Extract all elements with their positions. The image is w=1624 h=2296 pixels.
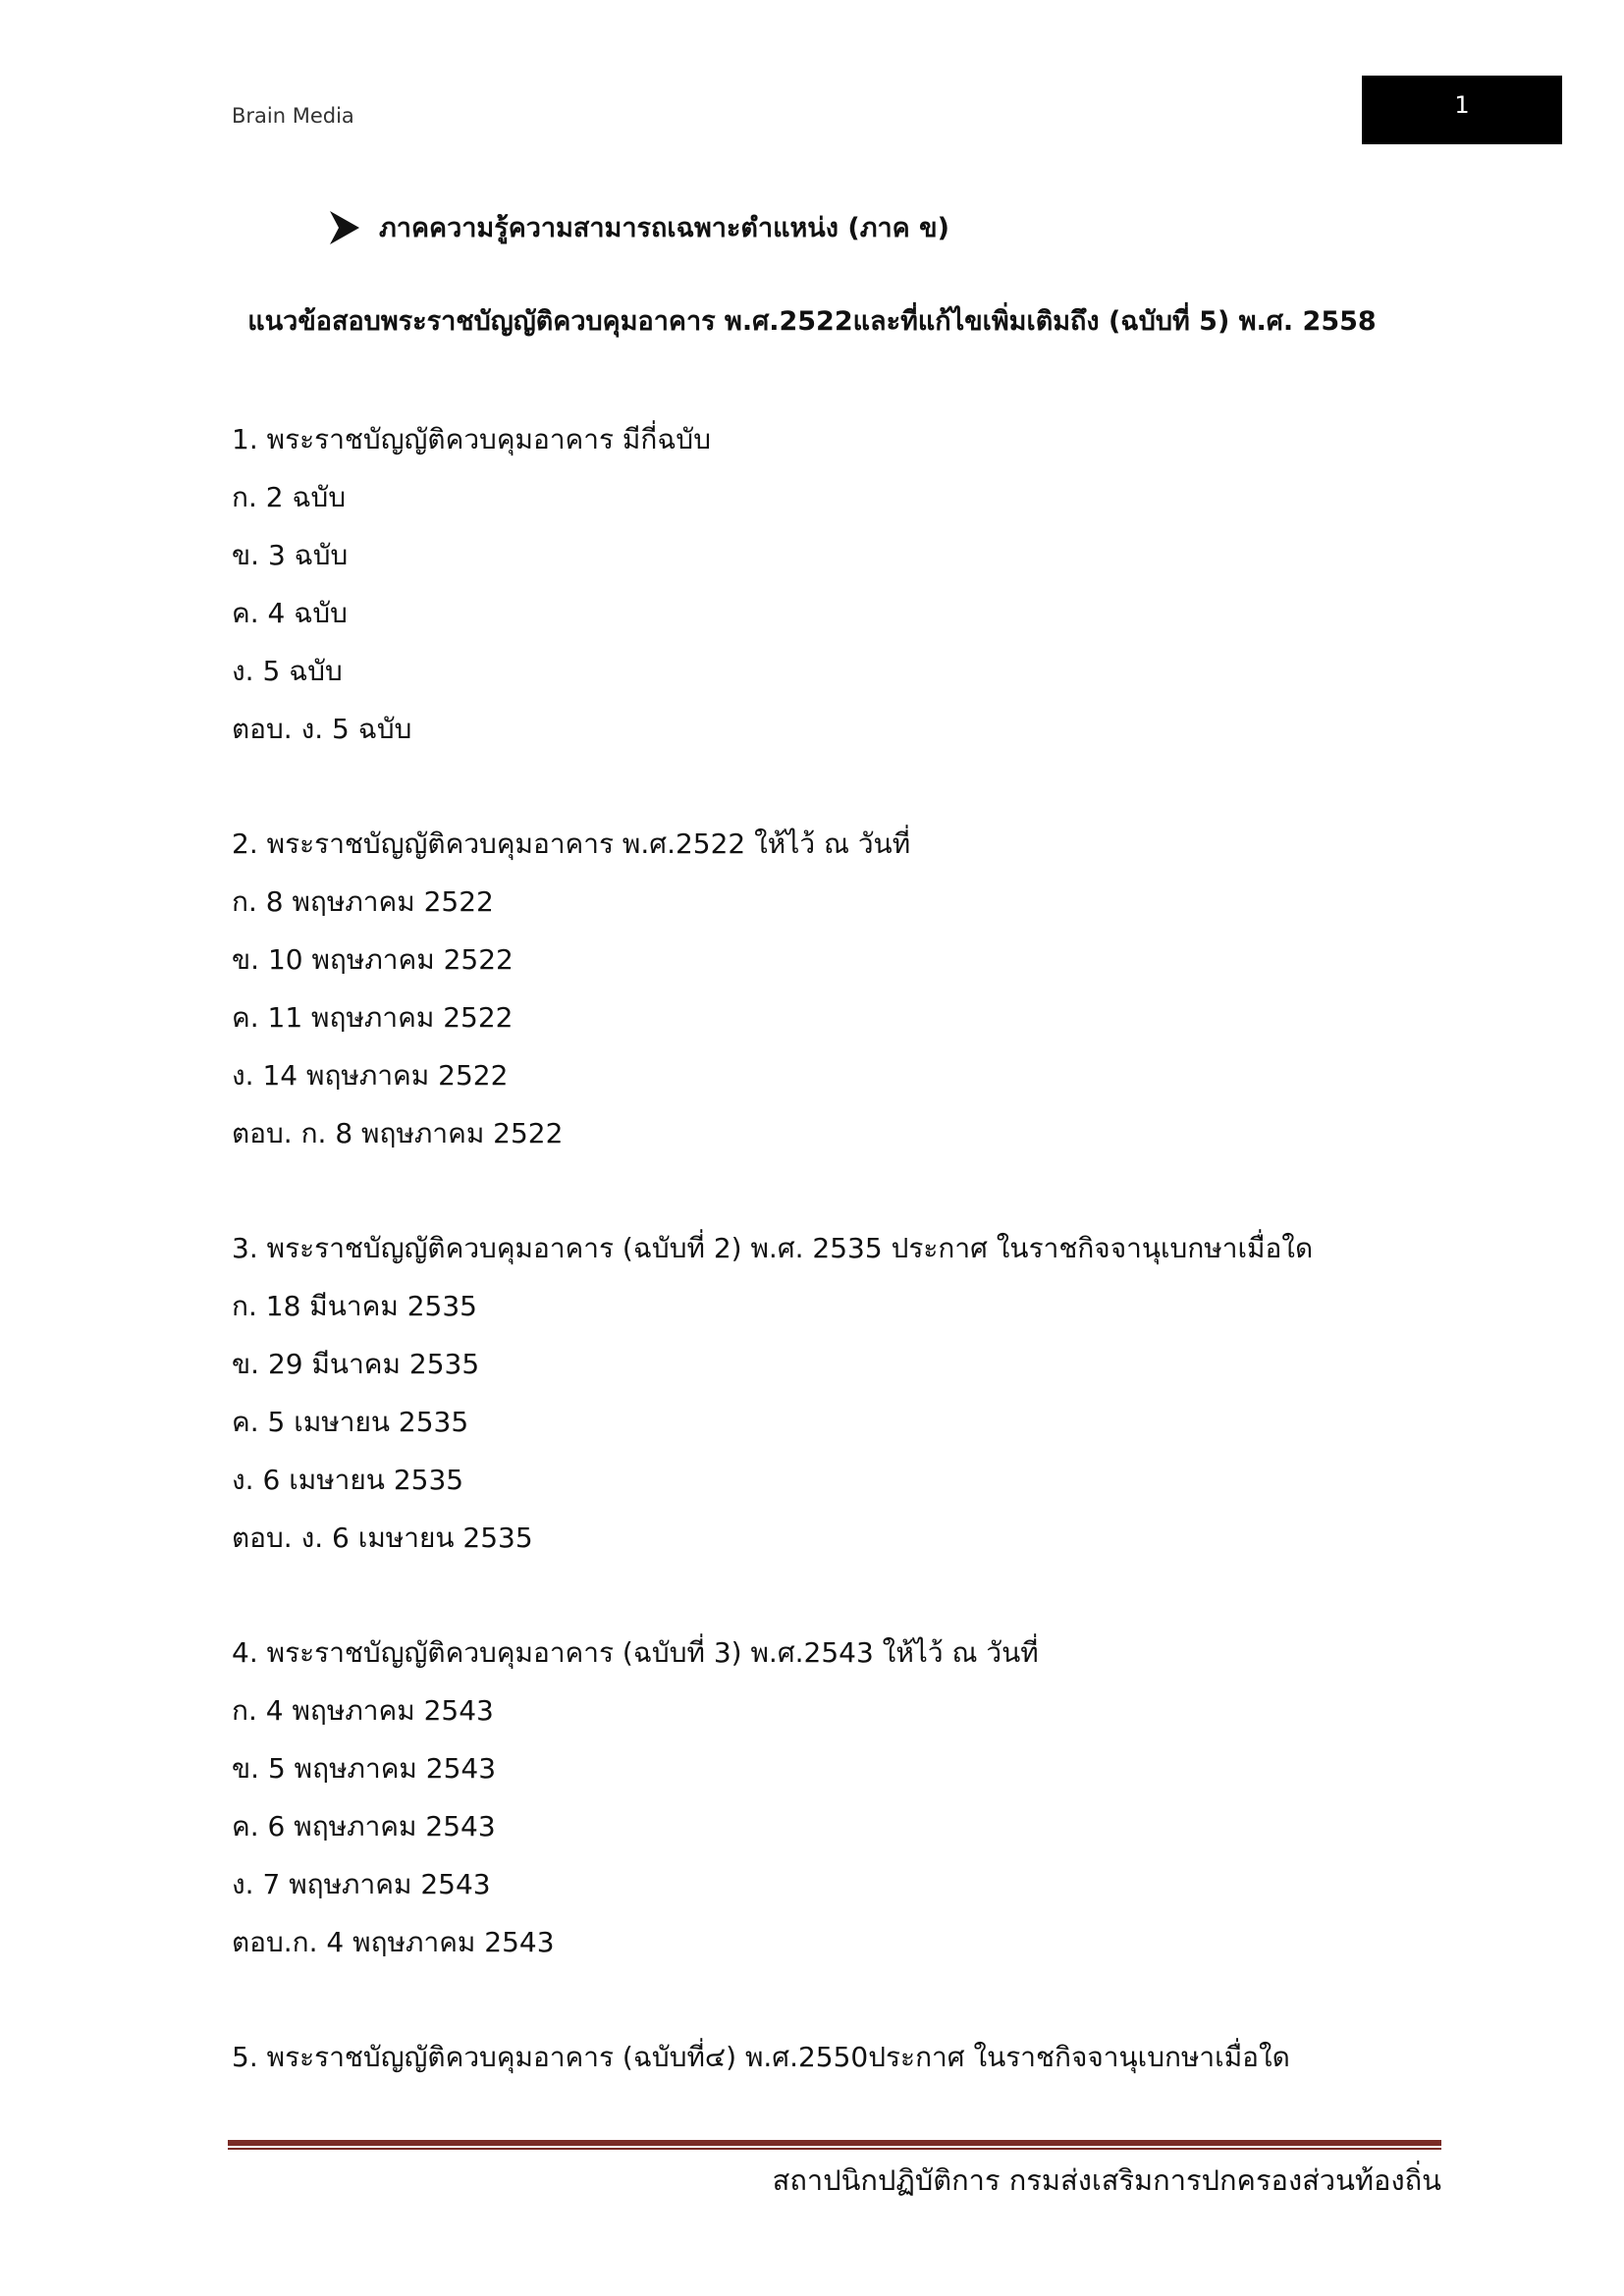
q3-choice-a: ก. 18 มีนาคม 2535	[232, 1290, 477, 1322]
section-heading	[330, 206, 949, 248]
question-5: 5. พระราชบัญญัติควบคุมอาคาร (ฉบับที่๔) พ.ศ.2550ประกาศ ในราชกิจจานุเบกษาเมื่อใด	[232, 2041, 1290, 2073]
q1-choice-a: ก. 2 ฉบับ	[232, 481, 347, 513]
q1-choice-c: ค. 4 ฉบับ	[232, 597, 348, 629]
footer-text: สถาปนิกปฏิบัติการ กรมส่งเสริมการปกครองส่วนท้องถิ่น	[772, 2163, 1441, 2197]
q3-choice-c: ค. 5 เมษายน 2535	[232, 1406, 469, 1438]
q1-choice-b: ข. 3 ฉบับ	[232, 539, 349, 571]
section-heading-text: ภาคความรู้ความสามารถเฉพาะตำแหน่ง (ภาค ข)	[379, 213, 949, 243]
page-number: 1	[1454, 91, 1470, 119]
footer-rule-thin	[228, 2148, 1441, 2150]
question-3: 3. พระราชบัญญัติควบคุมอาคาร (ฉบับที่ 2) พ.ศ. 2535 ประกาศ ในราชกิจจานุเบกษาเมื่อใด	[232, 1232, 1314, 1264]
q2-answer: ตอบ. ก. 8 พฤษภาคม 2522	[232, 1117, 564, 1149]
q4-choice-d: ง. 7 พฤษภาคม 2543	[232, 1868, 491, 1900]
q4-choice-a: ก. 4 พฤษภาคม 2543	[232, 1694, 494, 1727]
question-4: 4. พระราชบัญญัติควบคุมอาคาร (ฉบับที่ 3) พ.ศ.2543 ให้ไว้ ณ วันที่	[232, 1636, 1039, 1669]
q3-choice-b: ข. 29 มีนาคม 2535	[232, 1348, 480, 1380]
q4-choice-c: ค. 6 พฤษภาคม 2543	[232, 1810, 496, 1842]
q2-choice-c: ค. 11 พฤษภาคม 2522	[232, 1001, 514, 1034]
q2-choice-d: ง. 14 พฤษภาคม 2522	[232, 1059, 509, 1092]
page-number-box	[1362, 76, 1562, 144]
q2-choice-a: ก. 8 พฤษภาคม 2522	[232, 885, 494, 918]
q1-choice-d: ง. 5 ฉบับ	[232, 655, 343, 687]
q4-choice-b: ข. 5 พฤษภาคม 2543	[232, 1752, 497, 1785]
question-2: 2. พระราชบัญญัติควบคุมอาคาร พ.ศ.2522 ให้ไว้ ณ วันที่	[232, 828, 911, 860]
header-brand: Brain Media	[232, 104, 354, 128]
document-title: แนวข้อสอบพระราชบัญญัติควบคุมอาคาร พ.ศ.2522และที่แก้ไขเพิ่มเติมถึง (ฉบับที่ 5) พ.ศ. 2558	[247, 306, 1377, 337]
q3-choice-d: ง. 6 เมษายน 2535	[232, 1464, 464, 1496]
q3-answer: ตอบ. ง. 6 เมษายน 2535	[232, 1522, 533, 1554]
footer-rule	[228, 2140, 1441, 2151]
q1-answer: ตอบ. ง. 5 ฉบับ	[232, 713, 412, 745]
question-1: 1. พระราชบัญญัติควบคุมอาคาร มีกี่ฉบับ	[232, 423, 711, 455]
arrow-bullet-icon	[330, 211, 359, 244]
q4-answer: ตอบ.ก. 4 พฤษภาคม 2543	[232, 1926, 555, 1958]
q2-choice-b: ข. 10 พฤษภาคม 2522	[232, 943, 514, 976]
